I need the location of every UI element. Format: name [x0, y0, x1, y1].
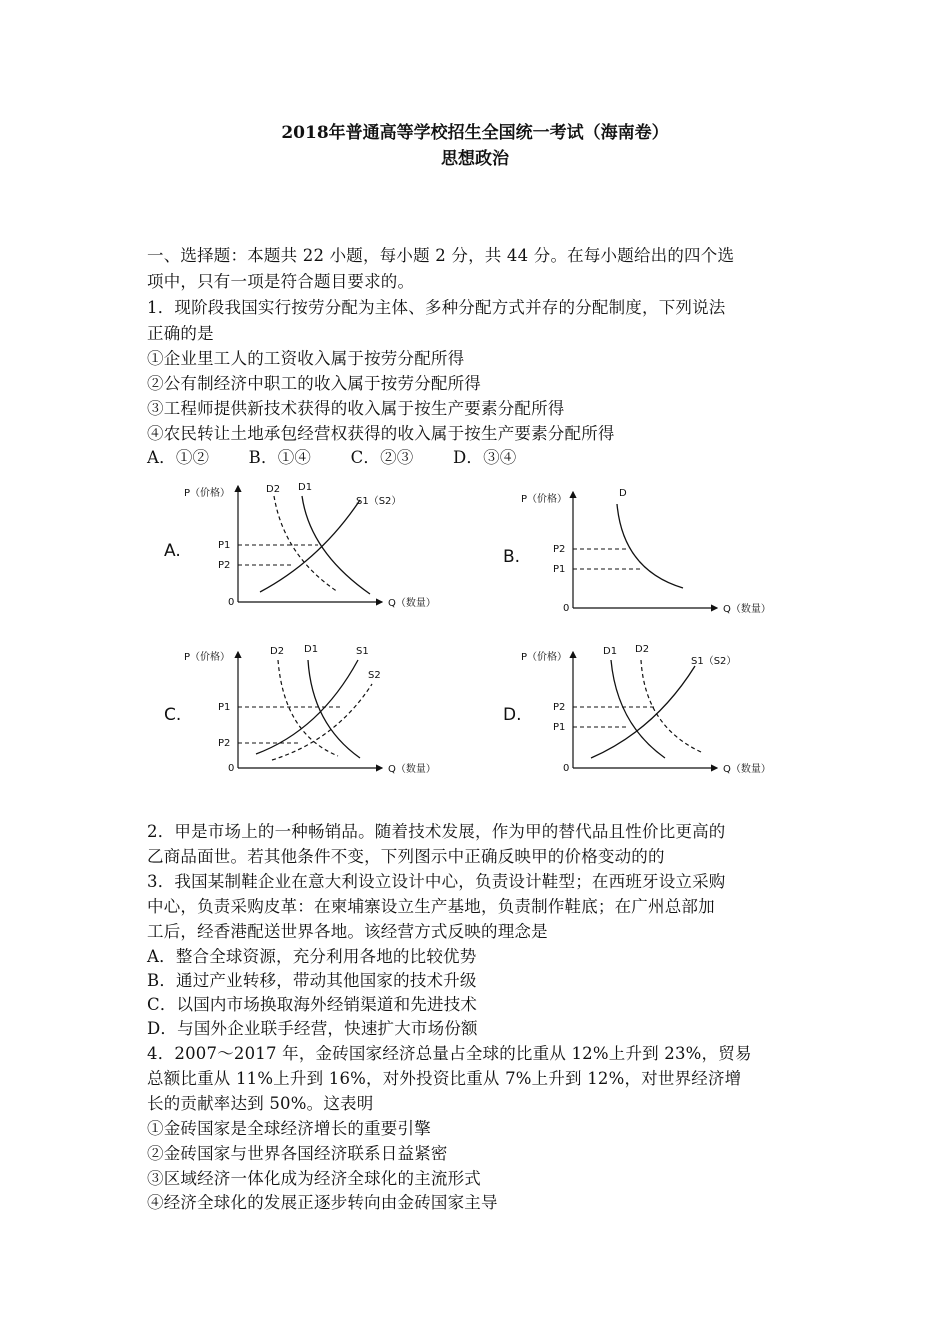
q4-stem-line-1: 4．2007～2017 年，金砖国家经济总量占全球的比重从 12%上升到 23%，贸易 — [147, 1044, 752, 1063]
graph-a-p2: P2 — [218, 560, 231, 571]
graph-a-s-line — [260, 500, 360, 592]
graph-b-p-axis: P（价格） — [521, 494, 568, 505]
q3-option-c[interactable]: C．以国内市场换取海外经销渠道和先进技术 — [147, 995, 478, 1014]
graph-b-origin: 0 — [563, 603, 570, 614]
section-intro-line-1: 一、选择题：本题共 22 小题，每小题 2 分，共 44 分。在每小题给出的四个选 — [147, 246, 735, 265]
q4-item-3: ③区域经济一体化成为经济全球化的主流形式 — [147, 1169, 481, 1188]
graph-c-origin: 0 — [228, 763, 235, 774]
q2-stem-line-1: 2．甲是市场上的一种畅销品。随着技术发展，作为甲的替代品且性价比更高的 — [147, 822, 726, 841]
graph-b — [495, 480, 795, 630]
graph-a-curve-d1: D1 — [298, 482, 313, 493]
q4-item-4: ④经济全球化的发展正逐步转向由金砖国家主导 — [147, 1193, 498, 1212]
graph-a-p1: P1 — [218, 540, 231, 551]
q3-stem-line-1: 3．我国某制鞋企业在意大利设立设计中心，负责设计鞋型；在西班牙设立采购 — [147, 872, 726, 891]
q1-item-3: ③工程师提供新技术获得的收入属于按生产要素分配所得 — [147, 399, 565, 418]
q3-option-d[interactable]: D．与国外企业联手经营，快速扩大市场份额 — [147, 1019, 478, 1038]
q3-stem-line-3: 工后，经香港配送世界各地。该经营方式反映的理念是 — [147, 922, 548, 941]
q1-item-4: ④农民转让土地承包经营权获得的收入属于按生产要素分配所得 — [147, 424, 615, 443]
graph-d-s-line — [591, 666, 695, 758]
q1-option-d[interactable]: D．③④ — [452, 448, 517, 467]
q1-item-1: ①企业里工人的工资收入属于按劳分配所得 — [147, 349, 465, 368]
graph-a-d1-line — [302, 496, 370, 594]
q1-item-2: ②公有制经济中职工的收入属于按劳分配所得 — [147, 374, 481, 393]
graph-c-p-axis: P（价格） — [184, 652, 231, 663]
subject-title: 思想政治 — [441, 149, 509, 169]
graph-c-curve-s2: S2 — [368, 670, 381, 681]
exam-title: 2018年普通高等学校招生全国统一考试（海南卷） — [281, 123, 669, 143]
graph-d-q-axis: Q（数量） — [723, 764, 771, 775]
graph-a — [160, 474, 460, 624]
graph-d-p-axis: P（价格） — [521, 652, 568, 663]
q3-stem-line-2: 中心，负责采购皮革：在柬埔寨设立生产基地，负责制作鞋底；在广州总部加 — [147, 897, 715, 916]
graph-d-p1: P1 — [553, 722, 566, 733]
graph-a-origin: 0 — [228, 597, 235, 608]
graph-c-q-axis: Q（数量） — [388, 764, 436, 775]
graph-c-d2-line — [278, 660, 338, 756]
graph-c-p1: P1 — [218, 702, 231, 713]
graph-c — [160, 640, 460, 790]
graph-a-letter: A. — [164, 541, 181, 561]
graph-d — [495, 640, 795, 790]
q3-option-a[interactable]: A．整合全球资源，充分利用各地的比较优势 — [147, 947, 477, 966]
graph-d-d2-line — [641, 660, 701, 752]
q1-option-b[interactable]: B．①④ — [248, 448, 312, 467]
graph-a-curve-d2: D2 — [266, 484, 281, 495]
graph-d-letter: D. — [503, 705, 522, 725]
graph-d-p2: P2 — [553, 702, 566, 713]
graph-c-p2: P2 — [218, 738, 231, 749]
q1-stem-line-2: 正确的是 — [147, 324, 214, 343]
graph-c-curve-d1: D1 — [304, 644, 319, 655]
graph-b-q-axis: Q（数量） — [723, 604, 771, 615]
q4-stem-line-2: 总额比重从 11%上升到 16%，对外投资比重从 7%上升到 12%，对世界经济增 — [147, 1069, 742, 1088]
q4-item-2: ②金砖国家与世界各国经济联系日益紧密 — [147, 1144, 448, 1163]
graph-b-p2: P2 — [553, 544, 566, 555]
graph-a-curve-s1: S1（S2） — [356, 496, 402, 507]
graph-a-q-axis: Q（数量） — [388, 598, 436, 609]
q1-option-c[interactable]: C．②③ — [350, 448, 414, 467]
graph-c-letter: C. — [164, 705, 182, 725]
graph-c-curve-d2: D2 — [270, 646, 285, 657]
q4-item-1: ①金砖国家是全球经济增长的重要引擎 — [147, 1119, 431, 1138]
q2-stem-line-2: 乙商品面世。若其他条件不变，下列图示中正确反映甲的价格变动的的 — [147, 847, 665, 866]
q1-stem-line-1: 1．现阶段我国实行按劳分配为主体、多种分配方式并存的分配制度，下列说法 — [147, 298, 726, 317]
section-intro-line-2: 项中，只有一项是符合题目要求的。 — [147, 272, 415, 291]
graph-d-curve-d2: D2 — [635, 644, 650, 655]
graph-b-p1: P1 — [553, 564, 566, 575]
graph-d-origin: 0 — [563, 763, 570, 774]
graph-b-letter: B. — [503, 547, 521, 567]
graph-b-d-line — [617, 504, 683, 588]
q3-option-b[interactable]: B．通过产业转移，带动其他国家的技术升级 — [147, 971, 477, 990]
graph-b-curve-d: D — [619, 488, 627, 499]
graph-c-s1-line — [256, 660, 358, 754]
graph-d-curve-s1: S1（S2） — [691, 656, 737, 667]
q1-option-a[interactable]: A．①② — [147, 448, 210, 467]
q4-stem-line-3: 长的贡献率达到 50%。这表明 — [147, 1094, 374, 1113]
graph-d-curve-d1: D1 — [603, 646, 618, 657]
graph-c-s2-line — [272, 684, 372, 760]
q1-options — [147, 444, 550, 468]
graph-a-p-axis: P（价格） — [184, 488, 231, 499]
graph-c-curve-s1: S1 — [356, 646, 369, 657]
